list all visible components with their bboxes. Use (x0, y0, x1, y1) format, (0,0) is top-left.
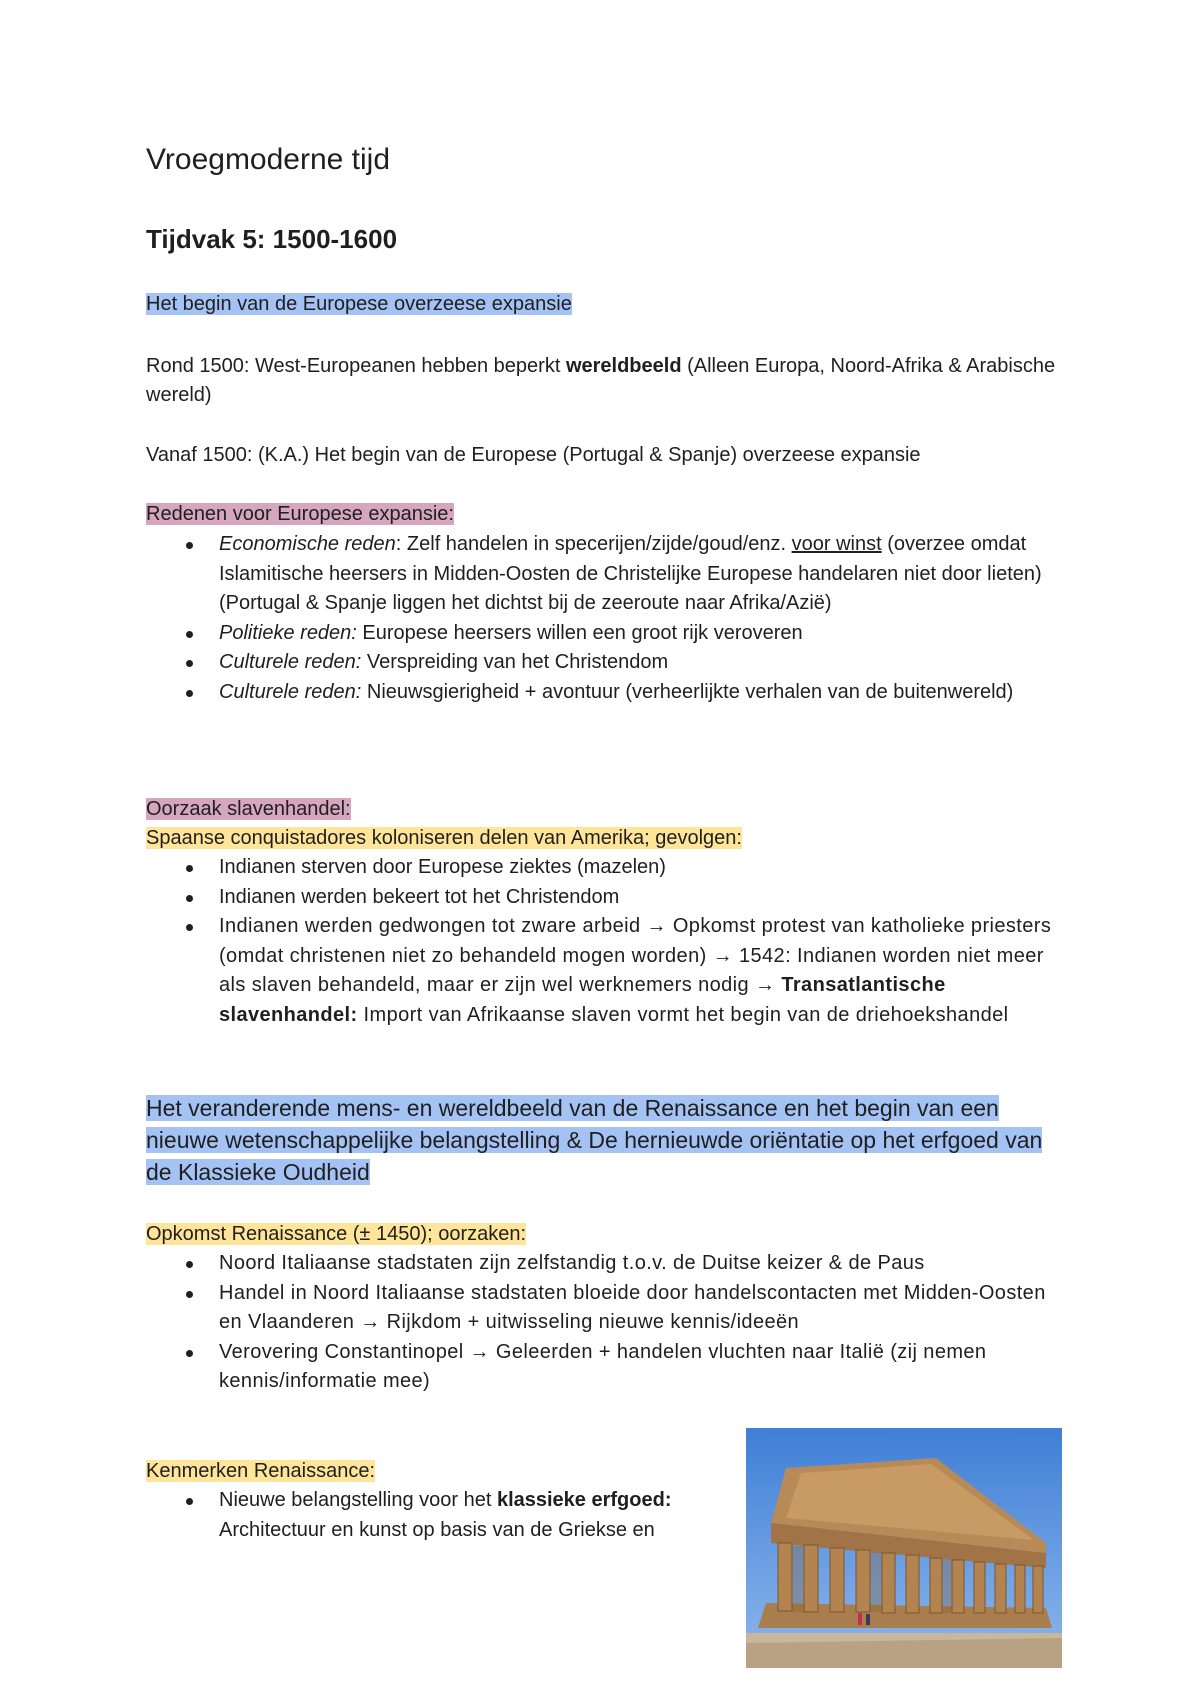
bullet-icon (186, 895, 193, 902)
bullet-icon (186, 865, 193, 872)
features-heading: Kenmerken Renaissance: (146, 1460, 376, 1482)
page-subtitle: Tijdvak 5: 1500-1600 (146, 224, 398, 254)
list-item: Indianen werden bekeert tot het Christendom (146, 883, 1066, 913)
rise-heading: Opkomst Renaissance (± 1450); oorzaken: (146, 1223, 527, 1245)
bullet-icon (186, 1498, 193, 1505)
rise-list (146, 1249, 1066, 1397)
paragraph-worldview: Rond 1500: West-Europeanen hebben beperkt wereldbeeld (Alleen Europa, Noord-Afrika & Arabische wereld) (146, 355, 1056, 406)
page-title: Vroegmoderne tijd (146, 143, 391, 176)
list-item: Culturele reden: Nieuwsgierigheid + avontuur (verheerlijkte verhalen van de buitenwereld) (146, 678, 1066, 708)
slavery-heading: Oorzaak slavenhandel: (146, 798, 351, 820)
bullet-icon (186, 924, 193, 931)
list-item: Indianen sterven door Europese ziektes (mazelen) (146, 853, 1066, 883)
list-item: Economische reden: Zelf handelen in specerijen/zijde/goud/enz. voor winst (overzee omdat Islamitische heersers in Midden-Oosten de Christelijke Europese handelaren niet door lieten) (Portugal & Spanje liggen het dichtst bij de zeeroute naar Afrika/Azië) (146, 530, 1066, 619)
greek-temple-image (746, 1428, 1062, 1668)
section2-heading: Het veranderende mens- en wereldbeeld van de Renaissance en het begin van een nieuwe wetenschappelijke belangstelling & De hernieuwde oriëntatie op het erfgoed van de Klassieke Oudheid (146, 1095, 1043, 1185)
list-item: Indianen werden gedwongen tot zware arbeid → Opkomst protest van katholieke priesters (omdat christenen niet zo behandeld mogen worden) → 1542: Indianen worden niet meer als slaven behandeld, maar er zijn wel werknemers nodig → Transatlantische slavenhandel: Import van Afrikaanse slaven vormt het begin van de driehoekshandel (146, 912, 1066, 1030)
bullet-icon (186, 1291, 193, 1298)
bullet-icon (186, 660, 193, 667)
bullet-icon (186, 631, 193, 638)
bullet-icon (186, 1350, 193, 1357)
list-item: Nieuwe belangstelling voor het klassieke erfgoed: Architectuur en kunst op basis van de Griekse en (146, 1486, 726, 1545)
bullet-icon (186, 542, 193, 549)
list-item: Handel in Noord Italiaanse stadstaten bloeide door handelscontacten met Midden-Oosten en Vlaanderen → Rijkdom + uitwisseling nieuwe kennis/ideeën (146, 1279, 1066, 1338)
list-item: Noord Italiaanse stadstaten zijn zelfstandig t.o.v. de Duitse keizer & de Paus (146, 1249, 1066, 1279)
reasons-heading: Redenen voor Europese expansie: (146, 503, 454, 525)
list-item: Verovering Constantinopel → Geleerden + handelen vluchten naar Italië (zij nemen kennis/informatie mee) (146, 1338, 1066, 1397)
list-item: Culturele reden: Verspreiding van het Christendom (146, 648, 1066, 678)
paragraph-expansion: Vanaf 1500: (K.A.) Het begin van de Europese (Portugal & Spanje) overzeese expansie (146, 444, 921, 466)
section1-heading: Het begin van de Europese overzeese expansie (146, 293, 572, 315)
bullet-icon (186, 690, 193, 697)
reasons-list (146, 530, 1066, 707)
features-list (146, 1486, 726, 1545)
slavery-list (146, 853, 1066, 1030)
bullet-icon (186, 1261, 193, 1268)
list-item: Politieke reden: Europese heersers willen een groot rijk veroveren (146, 619, 1066, 649)
slavery-subheading: Spaanse conquistadores koloniseren delen van Amerika; gevolgen: (146, 827, 742, 849)
